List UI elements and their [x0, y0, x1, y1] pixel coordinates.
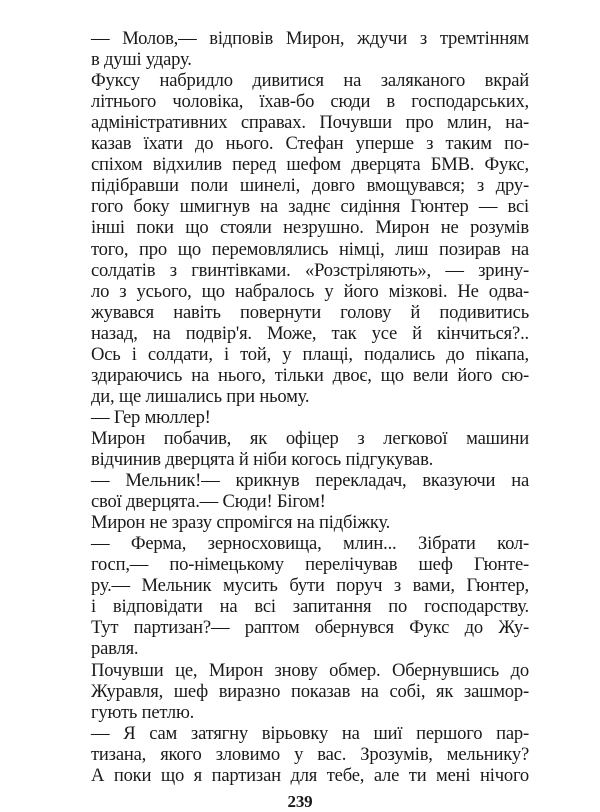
text-line: Мирон не зразу спромігся на підбіжку.: [91, 512, 391, 534]
text-line: адміністративних справах. Почувши про млин, на-: [91, 112, 529, 134]
text-line: А поки що я партизан для тебе, але ти мені нічого: [91, 764, 529, 786]
page-number: 239: [287, 791, 313, 811]
text-line: Ось і солдати, і той, у плащі, подались до пікапа,: [91, 343, 529, 365]
text-line: ло з усього, що набралось у його мізкові. Не одва-: [91, 280, 529, 302]
text-line: Фуксу набридло дивитися на заляканого вкрай: [91, 70, 529, 92]
text-line: ди, ще лишались при ньому.: [91, 385, 310, 407]
text-line: — Я сам затягну вірьовку на шиї першого пар-: [91, 722, 529, 744]
text-line: — Гер мюллер!: [91, 406, 211, 428]
text-line: відчинив дверцята й ніби когось підгукував.: [91, 449, 434, 470]
text-line: і відповідати на всі запитання по господарству.: [91, 596, 529, 618]
text-line: інші поки що стояли незрушно. Мирон не розумів: [91, 217, 529, 239]
text-line: тизана, якого зловимо у вас. Зрозумів, мельнику?: [91, 743, 529, 765]
text-line: здираючись на нього, тільки двоє, що вели його сю-: [91, 364, 529, 386]
text-line: назад, на подвір'я. Може, так усе й кінчиться?..: [91, 322, 529, 344]
text-line: казав їхати до нього. Стефан уперше з таким по-: [91, 133, 529, 155]
text-line: гують петлю.: [91, 701, 195, 723]
text-line: Мирон побачив, як офіцер з легкової машини: [91, 427, 529, 449]
text-line: Тут партизан?— раптом обернувся Фукс до Жу-: [91, 617, 529, 639]
text-line: ру.— Мельник мусить бути поруч з вами, Гюнтер,: [91, 575, 529, 597]
text-line: — Молов,— відповів Мирон, ждучи з тремтінням: [91, 28, 529, 49]
text-line: Журавля, шеф виразно показав на собі, як зашмор-: [91, 680, 529, 702]
text-line: Почувши це, Мирон знову обмер. Обернувшись до: [91, 659, 529, 681]
text-line: жувався навіть повернути голову й подивитись: [91, 301, 529, 323]
text-line: гого боку шмигнув на заднє сидіння Гюнтер — всі: [91, 196, 529, 218]
text-line: — Ферма, зерносховища, млин... Зібрати кол-: [91, 533, 529, 555]
text-line: спіхом відхилив перед шефом дверцята БМВ. Фукс,: [91, 154, 529, 176]
text-line: підібравши поли шинелі, довго вмощувався; з дру-: [91, 175, 529, 197]
text-line: — Мельник!— крикнув перекладач, вказуючи на: [91, 470, 529, 492]
text-line: госп,— по-німецькому перелічував шеф Гюнте-: [91, 554, 529, 576]
text-line: свої дверцята.— Сюди! Бігом!: [91, 491, 326, 513]
text-line: в душі удару.: [91, 49, 192, 71]
text-line: того, про що перемовлялись німці, лиш позирав на: [91, 238, 529, 260]
text-line: равля.: [91, 638, 139, 660]
text-line: солдатів з гвинтівками. «Розстріляють», — зрину-: [91, 259, 529, 281]
text-line: літнього чоловіка, їхав-бо сюди в господарських,: [91, 91, 529, 113]
